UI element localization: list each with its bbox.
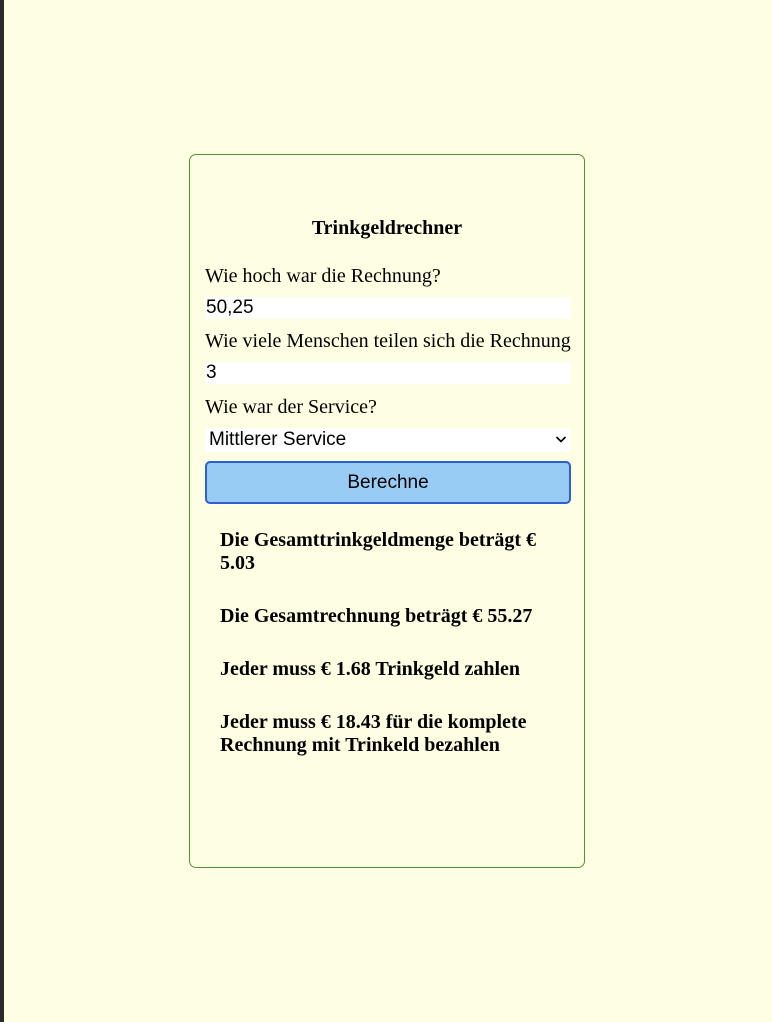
page-title: Trinkgeldrechner: [311, 217, 463, 239]
service-quality-label: Wie war der Service?: [205, 396, 377, 418]
total-per-person-result: Jeder muss € 18.43 für die komplete Rechnung mit Trinkeld bezahlen: [220, 711, 527, 756]
total-tip-result: Die Gesamttrinkgeldmenge beträgt € 5.03: [220, 529, 537, 574]
total-bill-result: Die Gesamtrechnung beträgt € 55.27: [220, 605, 533, 627]
service-quality-select[interactable]: [205, 428, 571, 452]
tip-per-person-result: Jeder muss € 1.68 Trinkgeld zahlen: [220, 658, 521, 680]
bill-amount-label: Wie hoch war die Rechnung?: [205, 265, 441, 287]
window-edge: [0, 0, 4, 1022]
calculate-button[interactable]: Berechne: [205, 461, 571, 504]
people-count-label: Wie viele Menschen teilen sich die Rechnung: [205, 330, 571, 352]
people-count-input[interactable]: [205, 362, 571, 384]
bill-amount-input[interactable]: [205, 297, 571, 319]
service-selected-value: Mittlerer Service: [209, 429, 347, 450]
tip-calculator-card: [189, 154, 585, 868]
chevron-down-icon: [555, 434, 567, 444]
